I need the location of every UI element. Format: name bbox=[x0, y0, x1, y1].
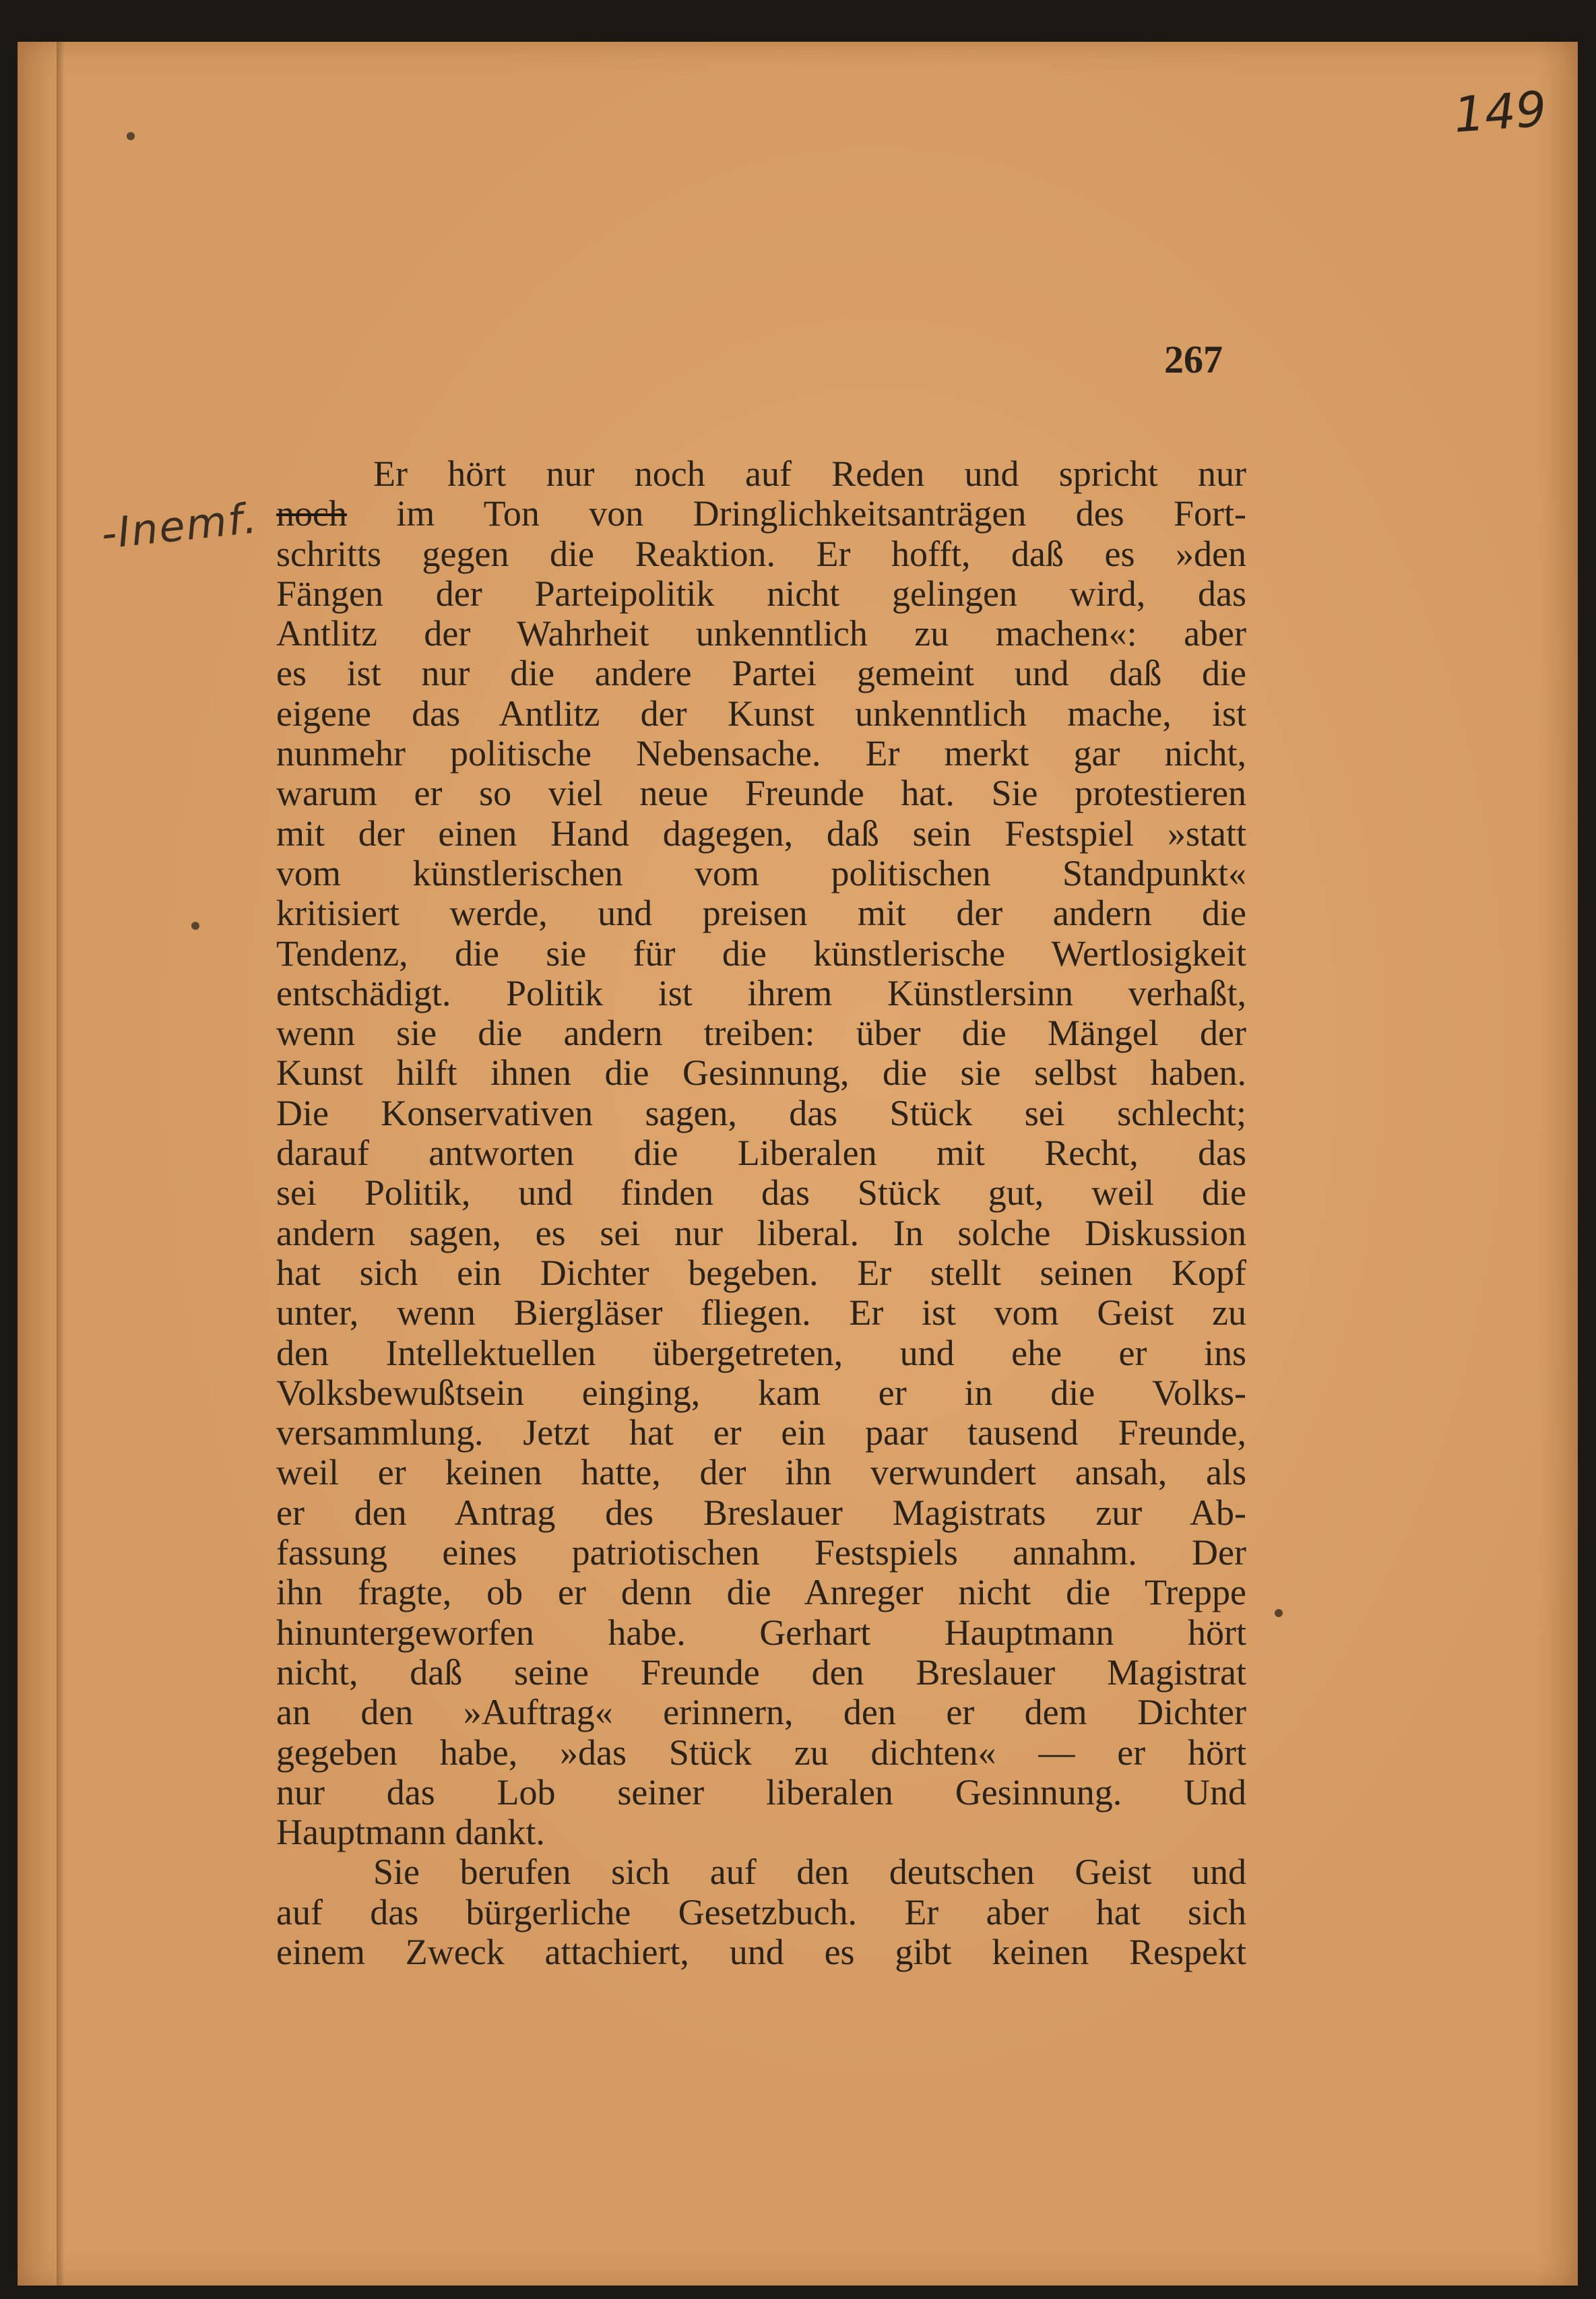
text-line: darauf antworten die Liberalen mit Recht, das bbox=[276, 1133, 1246, 1174]
page-fold-shadow bbox=[57, 42, 65, 2286]
body-text bbox=[276, 454, 1246, 1972]
handwritten-margin-note: -Inemf. bbox=[98, 493, 261, 559]
handwritten-archive-number: 149 bbox=[1452, 80, 1549, 144]
text-line: Fängen der Parteipolitik nicht gelingen wird, das bbox=[276, 573, 1246, 614]
text-line-with-strikethrough bbox=[276, 494, 1246, 534]
text-line: sei Politik, und finden das Stück gut, weil die bbox=[276, 1172, 1246, 1214]
text-line: nicht, daß seine Freunde den Breslauer Magistrat bbox=[276, 1651, 1246, 1693]
text-line: nur das Lob seiner liberalen Gesinnung. Und bbox=[276, 1771, 1246, 1813]
text-line: unter, wenn Biergläser fliegen. Er ist vom Geist zu bbox=[276, 1292, 1246, 1333]
text-line: hat sich ein Dichter begeben. Er stellt seinen Kopf bbox=[276, 1252, 1246, 1293]
text-line: eigene das Antlitz der Kunst unkenntlich mache, ist bbox=[276, 693, 1246, 734]
page-number: 267 bbox=[1164, 338, 1223, 381]
text-line: vom künstlerischen vom politischen Standpunkt« bbox=[276, 852, 1246, 893]
text-line: fassung eines patriotischen Festspiels annahm. Der bbox=[276, 1532, 1246, 1573]
text-line: an den »Auftrag« erinnern, den er dem Dichter bbox=[276, 1692, 1246, 1733]
text-line: weil er keinen hatte, der ihn verwundert ansah, als bbox=[276, 1452, 1246, 1493]
text-line: schritts gegen die Reaktion. Er hofft, daß es »den bbox=[276, 533, 1246, 574]
text-line: er den Antrag des Breslauer Magistrats zur Ab- bbox=[276, 1492, 1246, 1533]
text-line: Er hört nur noch auf Reden und spricht nur bbox=[373, 453, 1246, 494]
text-line: versammlung. Jetzt hat er ein paar tausend Freunde, bbox=[276, 1412, 1246, 1453]
text-line: den Intellektuellen übergetreten, und ehe er ins bbox=[276, 1332, 1246, 1373]
text-line-paragraph-end: Hauptmann dankt. bbox=[276, 1812, 545, 1853]
text-line: hinuntergeworfen habe. Gerhart Hauptmann hört bbox=[276, 1612, 1246, 1653]
text-line: auf das bürgerliche Gesetzbuch. Er aber hat sich bbox=[276, 1891, 1246, 1932]
text-line: warum er so viel neue Freunde hat. Sie protestieren bbox=[276, 773, 1246, 814]
text-line: andern sagen, es sei nur liberal. In solche Diskussion bbox=[276, 1212, 1246, 1253]
text-line-paragraph-start: Sie berufen sich auf den deutschen Geist und bbox=[373, 1852, 1246, 1893]
text-line: ihn fragte, ob er denn die Anreger nicht die Treppe bbox=[276, 1572, 1246, 1613]
text-line: wenn sie die andern treiben: über die Mängel der bbox=[276, 1013, 1246, 1054]
paper-speck bbox=[127, 132, 135, 140]
struck-word: noch bbox=[276, 493, 347, 534]
text-line: kritisiert werde, und preisen mit der andern die bbox=[276, 893, 1246, 934]
text-line: nunmehr politische Nebensache. Er merkt gar nicht, bbox=[276, 733, 1246, 774]
text-line: Die Konservativen sagen, das Stück sei schlecht; bbox=[276, 1092, 1246, 1133]
paper-speck bbox=[191, 922, 199, 930]
text-line-rest: im Ton von Dringlichkeitsanträgen des Fort- bbox=[346, 493, 1246, 534]
text-line: Tendenz, die sie für die künstlerische Wertlosigkeit bbox=[276, 933, 1246, 974]
text-line: entschädigt. Politik ist ihrem Künstlersinn verhaßt, bbox=[276, 972, 1246, 1013]
text-line: Kunst hilft ihnen die Gesinnung, die sie selbst haben. bbox=[276, 1052, 1246, 1094]
text-line: gegeben habe, »das Stück zu dichten« — er hört bbox=[276, 1732, 1246, 1773]
paper-speck bbox=[1275, 1609, 1283, 1617]
text-line: Volksbewußtsein einging, kam er in die Volks- bbox=[276, 1372, 1246, 1413]
text-line: mit der einen Hand dagegen, daß sein Festspiel »statt bbox=[276, 813, 1246, 854]
text-line: es ist nur die andere Partei gemeint und daß die bbox=[276, 653, 1246, 694]
text-line: einem Zweck attachiert, und es gibt keinen Respekt bbox=[276, 1931, 1246, 1972]
book-page bbox=[18, 42, 1578, 2286]
text-line: Antlitz der Wahrheit unkenntlich zu machen«: aber bbox=[276, 613, 1246, 654]
